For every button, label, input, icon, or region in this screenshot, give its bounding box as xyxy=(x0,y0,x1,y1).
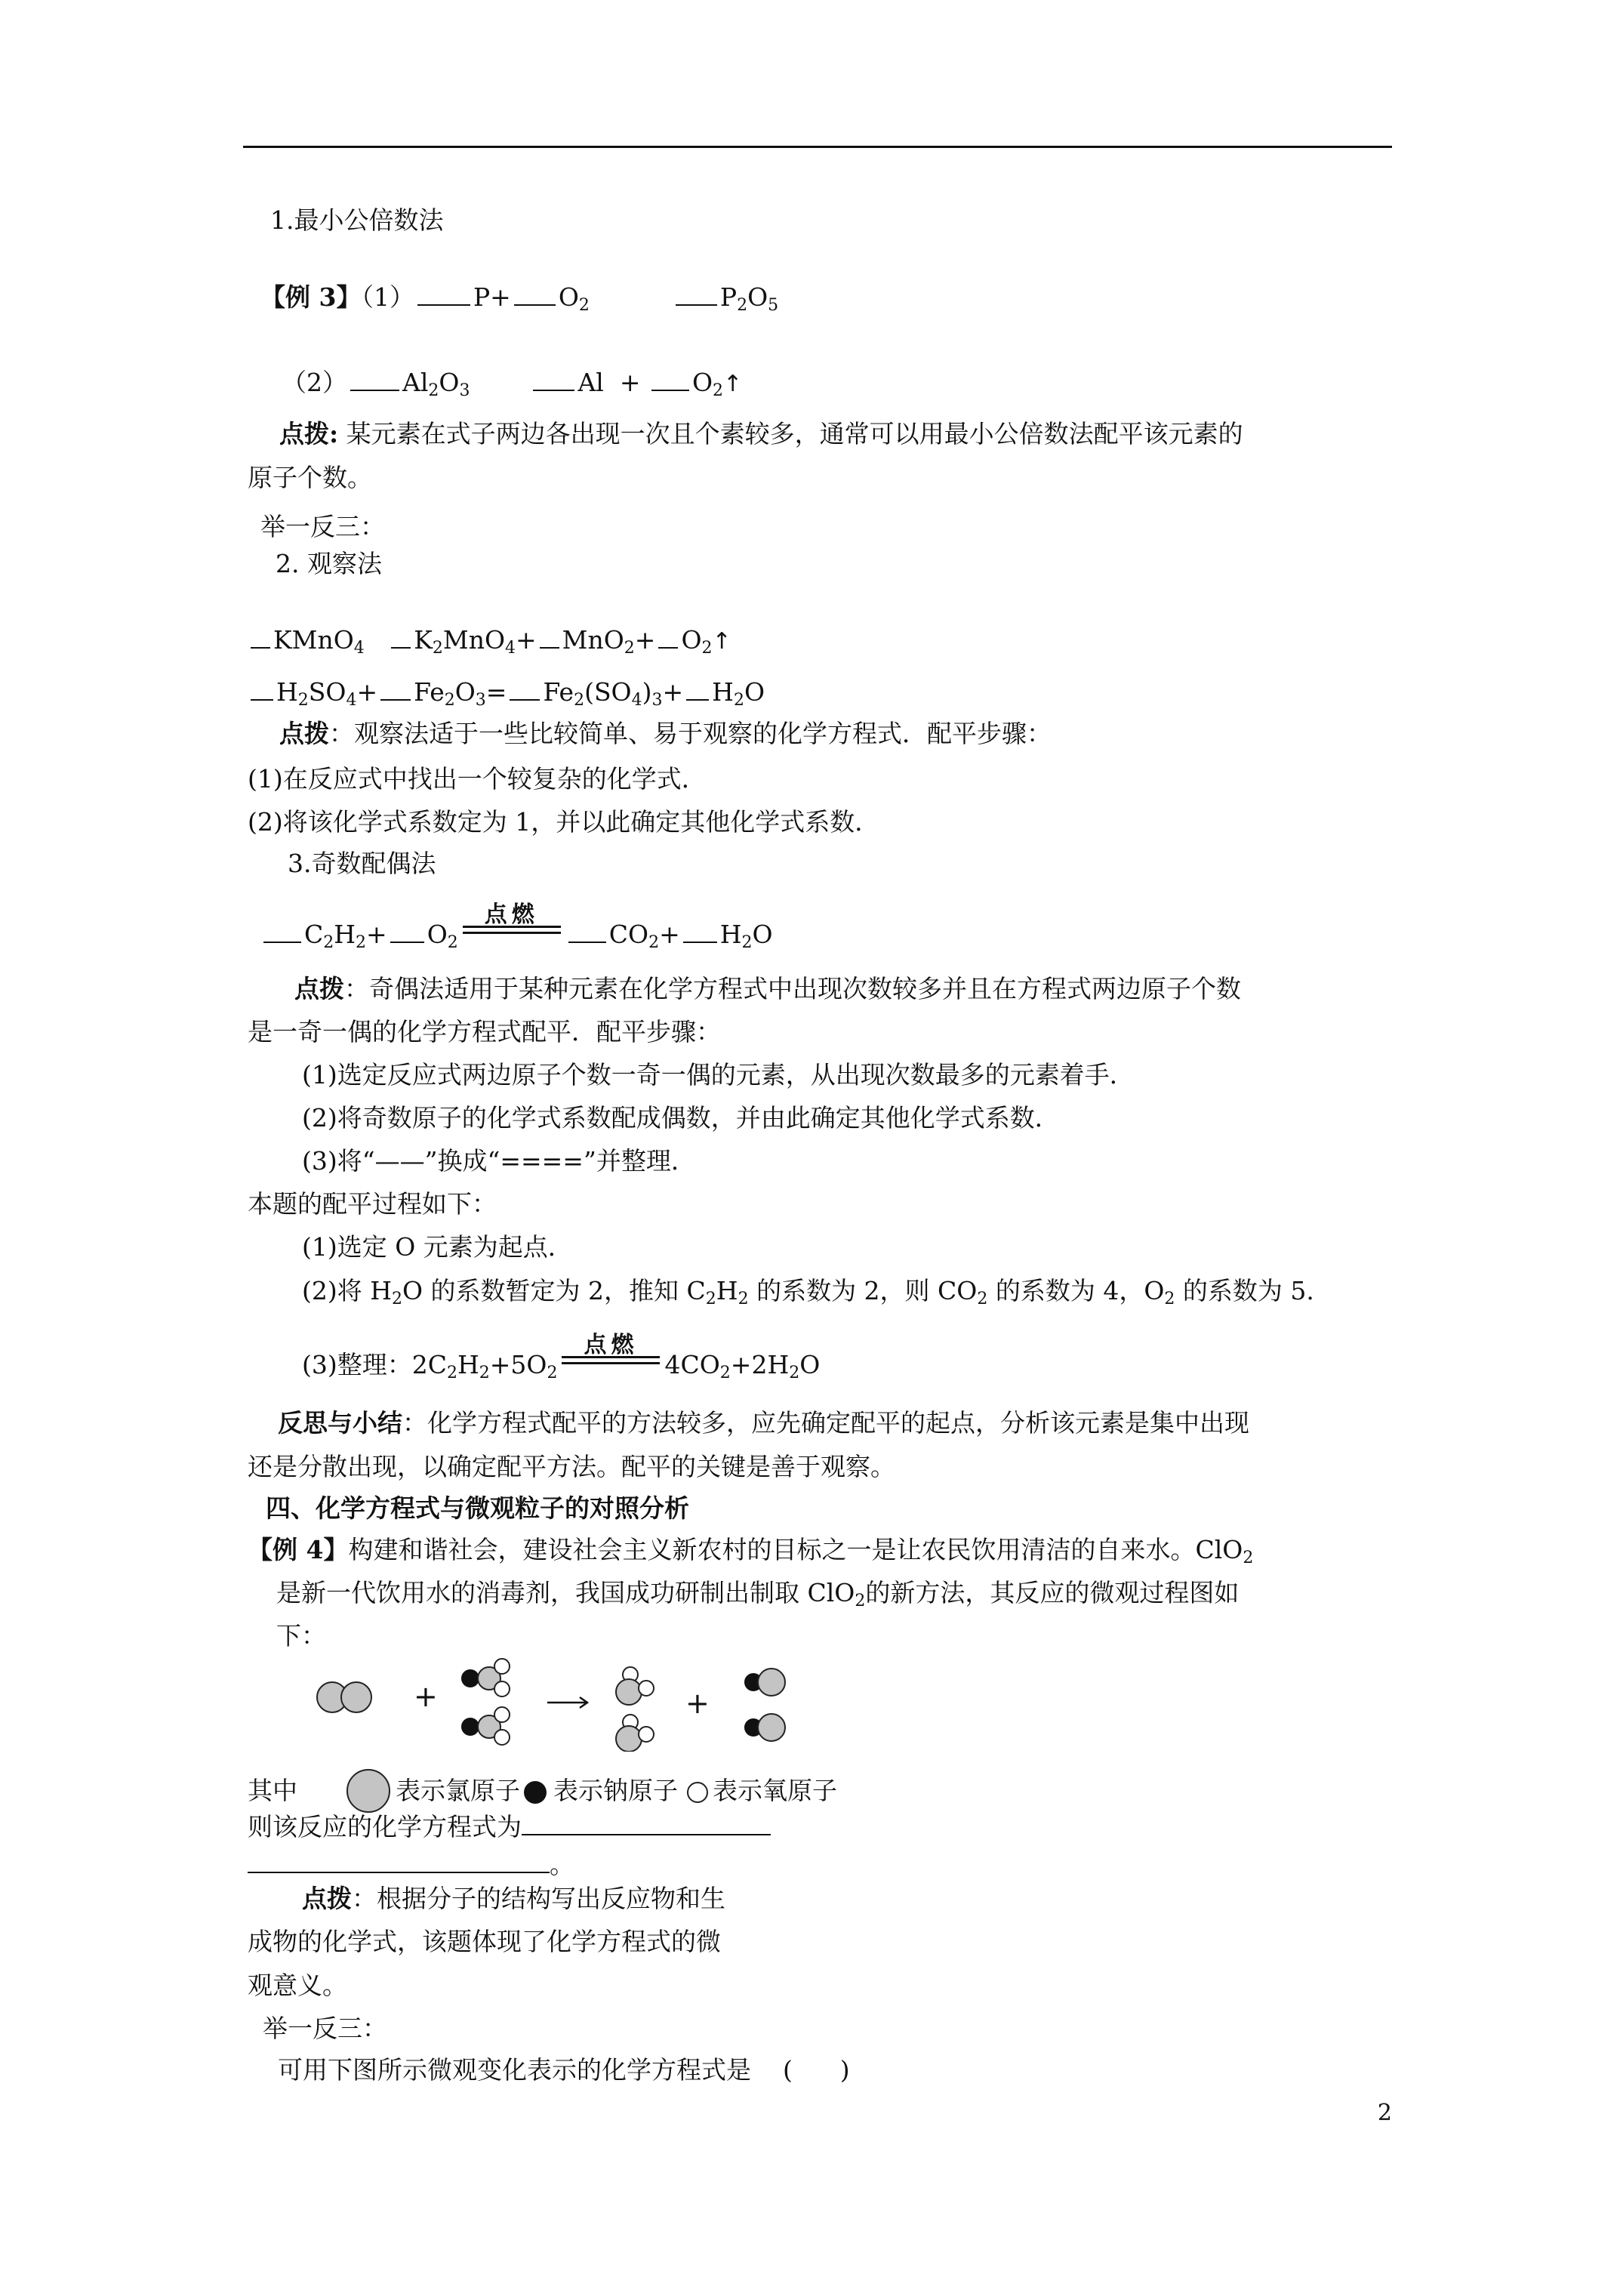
observe-eq2: $H_2SO_4+ Fe_2O_3= Fe_2(SO_4)_3+ H_2O$ xyxy=(248,677,765,707)
legend-oxygen: 表示氧原子 xyxy=(713,1776,837,1806)
hint-4-label: 点拨 xyxy=(302,1884,352,1913)
example-3-eq1: 【例 3】（1） $P+ O_2$ $P_2O_5$ xyxy=(260,282,779,315)
clo2-molecule xyxy=(616,1667,654,1705)
coefficient-blank[interactable] xyxy=(391,626,411,649)
hint-4-line1: 点拨：根据分子的结构写出反应物和生 xyxy=(302,1884,725,1913)
hint-1-line2: 原子个数。 xyxy=(248,463,372,492)
gas-arrow-icon: ↑ xyxy=(723,371,743,397)
example-3-eq2: （2） $Al_2O_3$ $Al + O_2↑$ xyxy=(282,368,743,400)
hint-4-line2: 成物的化学式，该题体现了化学方程式的微 xyxy=(248,1927,721,1956)
coefficient-blank[interactable] xyxy=(658,626,678,649)
plus-sign: + xyxy=(685,1687,710,1720)
coefficient-blank[interactable] xyxy=(533,368,574,391)
legend-sodium: 表示钠原子 xyxy=(553,1776,678,1806)
chlorine-atom-icon xyxy=(343,1767,396,1815)
answer-line xyxy=(248,1812,771,1842)
example-4-label: 【例 4】 xyxy=(248,1535,349,1564)
coefficient-blank[interactable] xyxy=(568,920,606,943)
nacl-molecule xyxy=(745,1669,785,1696)
sodium-atom-icon xyxy=(520,1776,553,1806)
example-4-line3: 下： xyxy=(276,1621,326,1650)
process-step1: (1)选定 O 元素为起点． xyxy=(302,1232,573,1262)
section-4-title: 四、化学方程式与微观粒子的对照分析 xyxy=(266,1493,689,1523)
section-2-title: 2. 观察法 xyxy=(276,549,382,578)
process-step3-label: (3)整理： xyxy=(302,1350,412,1379)
coefficient-blank[interactable] xyxy=(263,920,301,943)
hint-1-label: 点拨: xyxy=(279,419,339,448)
reaction-condition: 点燃 xyxy=(562,1351,660,1382)
process-title: 本题的配平过程如下： xyxy=(248,1189,497,1219)
hint-3-line1: 点拨：奇偶法适用于某种元素在化学方程式中出现次数较多并且在方程式两边原子个数 xyxy=(294,974,1241,1003)
legend-prefix: 其中 xyxy=(248,1776,297,1806)
coefficient-blank[interactable] xyxy=(540,626,559,649)
naclo2-molecule xyxy=(462,1707,510,1745)
hint-2-label: 点拨 xyxy=(279,719,329,748)
coefficient-blank[interactable] xyxy=(514,283,556,306)
hint-4-line3: 观意义。 xyxy=(248,1971,347,2000)
coefficient-blank[interactable] xyxy=(251,678,273,701)
legend-chlorine: 表示氯原子 xyxy=(396,1776,520,1806)
example-3-part2: （2） xyxy=(282,368,347,397)
header-rule xyxy=(243,146,1392,148)
odd-even-eq: $C_2H_2+ O_2$ 点燃 $CO_2+ H_2O$ xyxy=(260,920,773,951)
hint-1-line1: 点拨: 某元素在式子两边各出现一次且个素较多，通常可以用最小公倍数法配平该元素的 xyxy=(279,419,1243,448)
answer-line2: 。 xyxy=(248,1850,574,1880)
hint-3-line2: 是一奇一偶的化学方程式配平．配平步骤： xyxy=(248,1017,721,1046)
hint-2-step1: (1)在反应式中找出一个较复杂的化学式． xyxy=(248,764,707,794)
example-4-line1: 【例 4】构建和谐社会，建设社会主义新农村的目标之一是让农民饮用清洁的自来水。ClO$_2$ xyxy=(248,1535,1254,1567)
hint-3-step3: (3)将“——”换成“====”并整理． xyxy=(302,1146,696,1176)
hint-2-line: 点拨：观察法适于一些比较简单、易于观察的化学方程式．配平步骤： xyxy=(279,719,1052,748)
coefficient-blank[interactable] xyxy=(251,626,270,649)
hint-3-step2: (2)将奇数原子的化学式系数配成偶数，并由此确定其他化学式系数． xyxy=(302,1103,1060,1133)
cl2-molecule xyxy=(317,1682,371,1712)
answer-blank[interactable] xyxy=(522,1813,771,1835)
oxygen-atom-icon xyxy=(682,1776,713,1806)
coefficient-blank[interactable] xyxy=(350,368,399,391)
page-number: 2 xyxy=(1377,2100,1392,2126)
process-step2: (2)将 $H_2O$ 的系数暂定为 2，推知 $C_2H_2$ 的系数为 2，则 $CO_2$ 的系数为 4，$O_2$ 的系数为 5. xyxy=(302,1276,1314,1308)
clo2-molecule xyxy=(616,1715,654,1752)
coefficient-blank[interactable] xyxy=(676,283,717,306)
naclo2-molecule xyxy=(462,1659,510,1697)
coefficient-blank[interactable] xyxy=(417,283,470,306)
section-3-title: 3.奇数配偶法 xyxy=(288,849,436,878)
answer-blank[interactable] xyxy=(248,1851,550,1873)
example-3-label: 【例 3】 xyxy=(260,282,362,312)
hint-3-label: 点拨 xyxy=(294,974,344,1003)
reaction-arrow xyxy=(547,1697,587,1708)
practice-label-2: 举一反三： xyxy=(263,2014,387,2043)
practice-label: 举一反三： xyxy=(260,512,385,541)
hint-3-step1: (1)选定反应式两边原子个数一奇一偶的元素，从出现次数最多的元素着手． xyxy=(302,1060,1135,1089)
process-step3: (3)整理：$2C_2H_2+5O_2$ 点燃 $4CO_2+2H_2O$ xyxy=(302,1332,821,1382)
coefficient-blank[interactable] xyxy=(686,678,709,701)
hint-2-step2: (2)将该化学式系数定为 1，并以此确定其他化学式系数． xyxy=(248,807,880,837)
coefficient-blank[interactable] xyxy=(510,678,540,701)
plus-sign: + xyxy=(414,1680,438,1713)
reaction-diagram xyxy=(310,1650,808,1752)
reflection-line2: 还是分散出现，以确定配平方法。配平的关键是善于观察。 xyxy=(248,1452,895,1481)
example-4-line2: 是新一代饮用水的消毒剂，我国成功研制出制取 ClO$_2$的新方法，其反应的微观过程图如 xyxy=(276,1578,1240,1610)
coefficient-blank[interactable] xyxy=(390,920,424,943)
reaction-condition: 点燃 xyxy=(463,921,561,951)
observe-eq1: KMnO$_4$ $K_2MnO_4+ MnO_2+$ $O_2↑$ xyxy=(248,625,731,655)
reflection-label: 反思与小结 xyxy=(278,1408,402,1438)
reflection-line1: 反思与小结：化学方程式配平的方法较多，应先确定配平的起点，分析该元素是集中出现 xyxy=(278,1408,1249,1438)
answer-prompt: 则该反应的化学方程式为 xyxy=(248,1812,522,1841)
legend xyxy=(248,1767,837,1815)
coefficient-blank[interactable] xyxy=(683,920,717,943)
nacl-molecule xyxy=(745,1714,785,1741)
coefficient-blank[interactable] xyxy=(380,678,411,701)
gas-arrow-icon: ↑ xyxy=(712,628,731,655)
coefficient-blank[interactable] xyxy=(651,368,689,391)
last-question: 可用下图所示微观变化表示的化学方程式是 ( ) xyxy=(278,2055,850,2085)
example-3-part1: （1） xyxy=(361,282,414,312)
section-1-title: 1.最小公倍数法 xyxy=(270,205,444,235)
